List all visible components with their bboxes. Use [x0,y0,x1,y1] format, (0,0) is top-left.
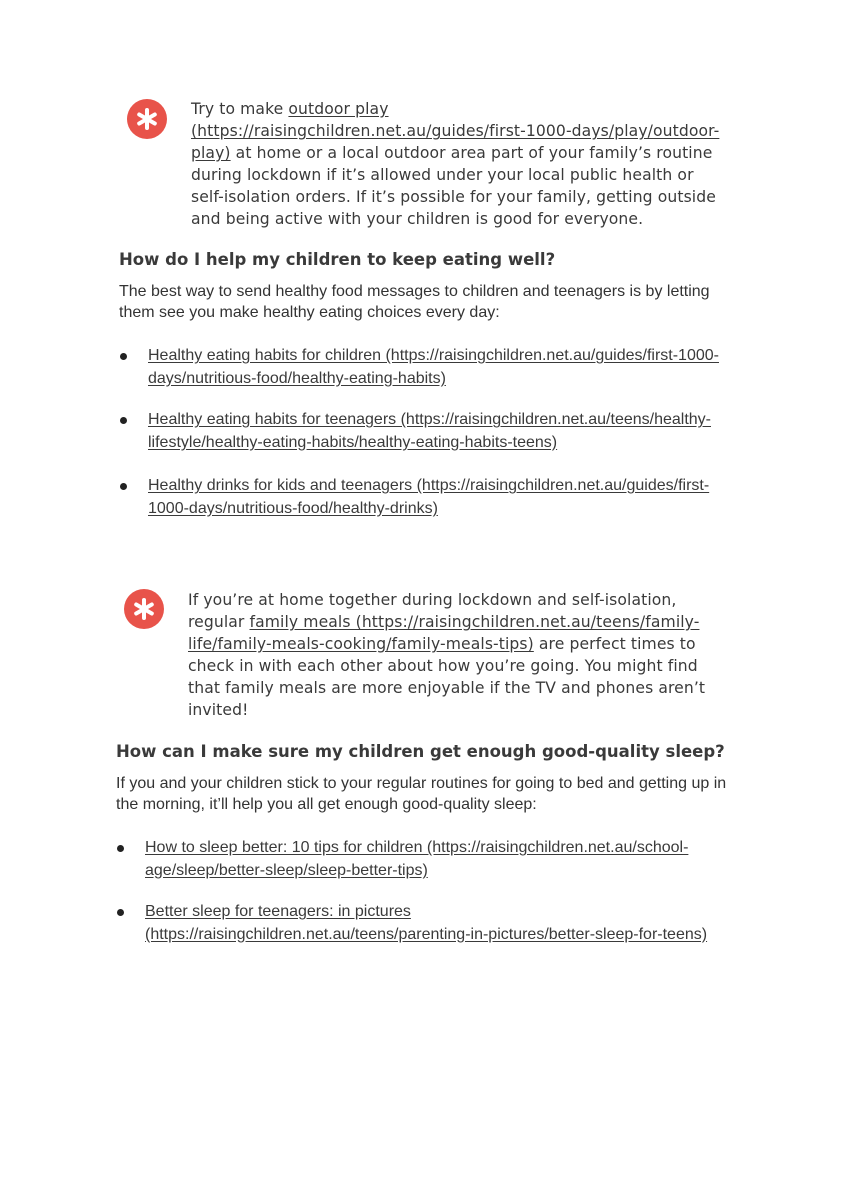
list-item [120,409,730,454]
list-item [120,475,730,520]
healthy-eating-teenagers-link[interactable]: Healthy eating habits for teenagers (https://raisingchildren.net.au/teens/healthy-lifestyle/healthy-eating-habits/healthy-eating-habits-teens) [148,411,711,451]
sleep-links-list [117,837,727,965]
sleep-tips-children-link[interactable]: How to sleep better: 10 tips for children (https://raisingchildren.net.au/school-age/sleep/better-sleep/sleep-better-tips) [145,839,689,879]
list-item [117,837,727,882]
section-heading-eating: How do I help my children to keep eating well? [119,250,556,269]
asterisk-icon [127,99,167,139]
healthy-eating-children-link[interactable]: Healthy eating habits for children (https://raisingchildren.net.au/guides/first-1000-days/nutritious-food/healthy-eating-habits) [148,347,719,387]
callout-text-before-link: Try to make [191,100,289,118]
list-item [117,901,727,946]
section-intro-sleep: If you and your children stick to your regular routines for going to bed and getting up in the morning, it’ll help you all get enough good-quality sleep: [116,775,727,813]
callout-text-after-link: are perfect times to check in with each other about how you’re going. You might find that family meals are more enjoyable if the TV and phones aren’t invited! [188,635,706,719]
section-heading-sleep: How can I make sure my children get enough good-quality sleep? [116,742,725,761]
bullet-dot-icon [117,909,124,916]
callout-text [188,589,720,721]
family-meals-link[interactable]: family meals (https://raisingchildren.net.au/teens/family-life/family-meals-cooking/family-meals-tips) [188,613,700,653]
asterisk-icon [124,589,164,629]
callout-text [191,98,723,230]
outdoor-play-link[interactable]: outdoor play (https://raisingchildren.net.au/guides/first-1000-days/play/outdoor-play) [191,100,720,162]
sleep-teenagers-link[interactable]: Better sleep for teenagers: in pictures (https://raisingchildren.net.au/teens/parenting-in-pictures/better-sleep-for-teens) [145,903,708,943]
eating-links-list [120,345,730,539]
bullet-dot-icon [120,483,127,490]
section-intro-eating: The best way to send healthy food messages to children and teenagers is by letting them see you make healthy eating choices every day: [119,283,710,321]
bullet-dot-icon [120,417,127,424]
bullet-dot-icon [117,845,124,852]
callout-text-before-link: If you’re at home together during lockdown and self-isolation, regular [188,591,677,631]
bullet-dot-icon [120,353,127,360]
callout-text-after-link: at home or a local outdoor area part of your family’s routine during lockdown if it’s allowed under your local public health or self-isolation orders. If it’s possible for your family, getting outside and being active with your children is good for everyone. [191,144,716,228]
healthy-drinks-link[interactable]: Healthy drinks for kids and teenagers (https://raisingchildren.net.au/guides/first-1000-days/nutritious-food/healthy-drinks) [148,477,710,517]
list-item [120,345,730,390]
